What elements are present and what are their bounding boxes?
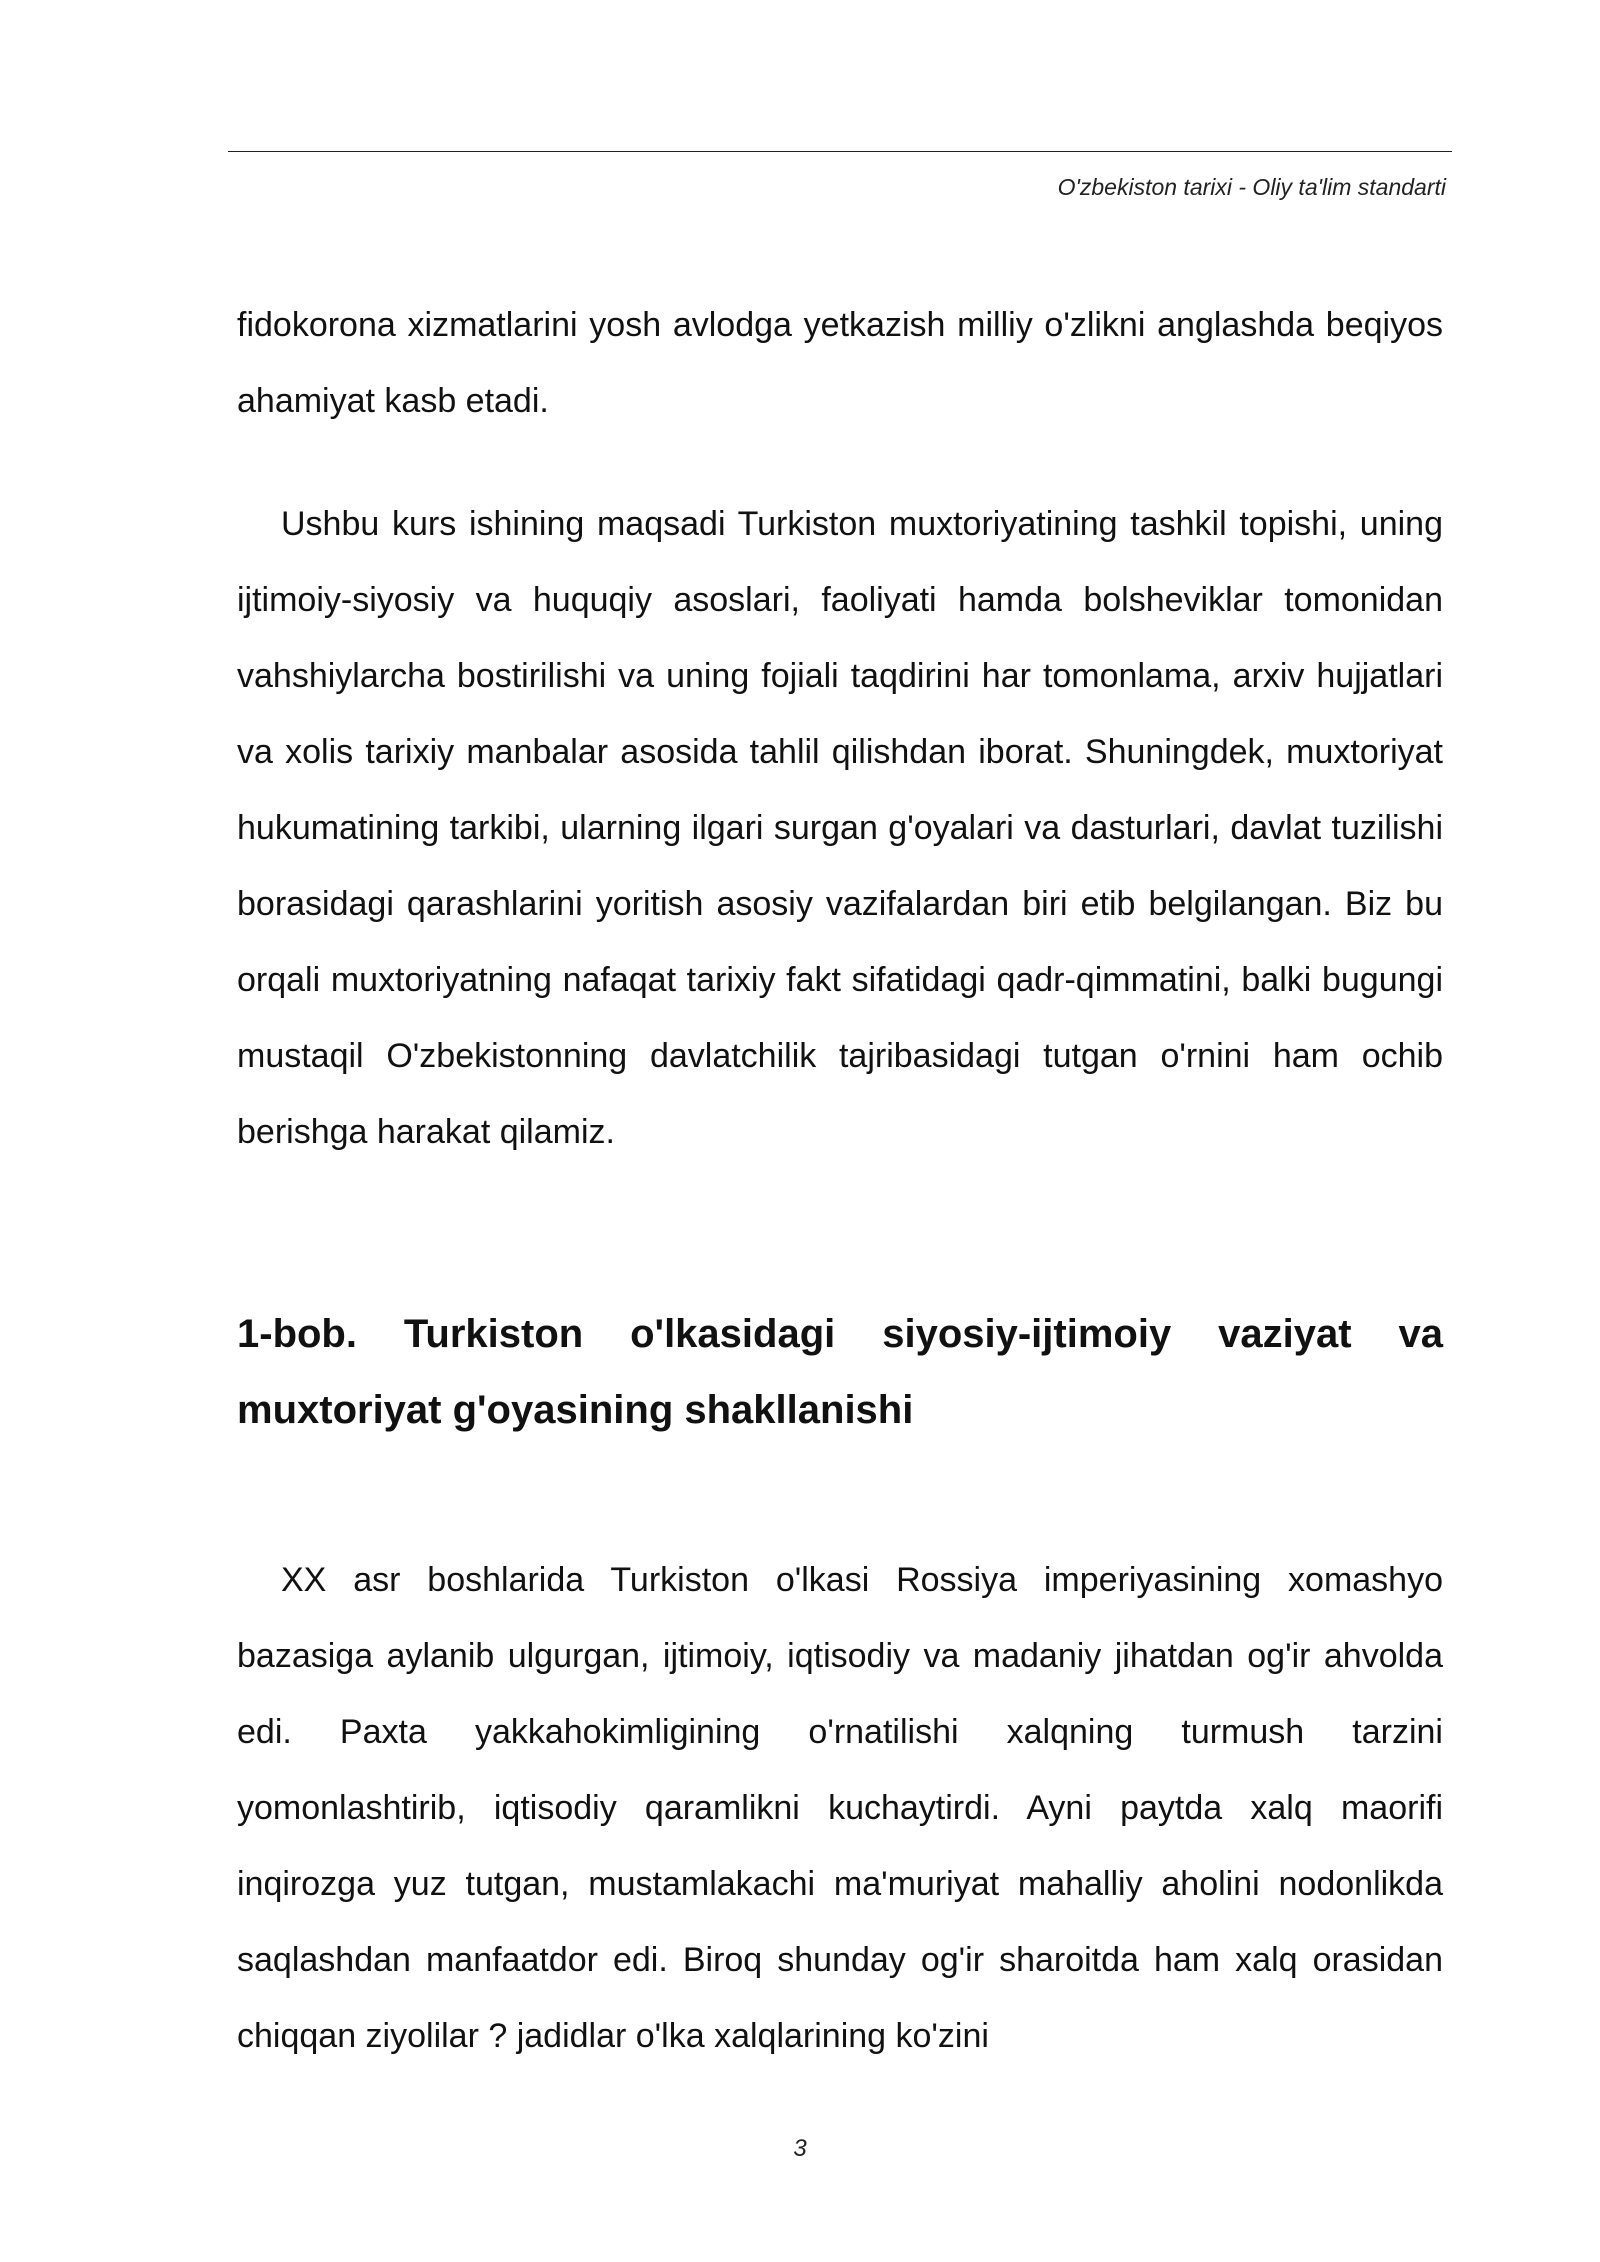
paragraph-chapter-intro: XX asr boshlarida Turkiston o'lkasi Rossiya imperiyasining xomashyo bazasiga aylanib ulgurgan, ijtimoiy, iqtisodiy va madaniy jihatdan og'ir ahvolda edi. Paxta yakkahokimligining o'rnatilishi xalqning turmush tarzini yomonlashtirib, iqtisodiy qaramlikni kuchaytirdi. Ayni paytda xalq maorifi inqirozga yuz tutgan, mustamlakachi ma'muriyat mahalliy aholini nodonlikda saqlashdan manfaatdor edi. Biroq shunday og'ir sharoitda ham xalq orasidan chiqqan ziyolilar ? jadidlar o'lka xalqlarining ko'zini <box>237 1561 1443 2055</box>
running-header: O'zbekiston tarixi - Oliy ta'lim standarti <box>1057 174 1446 200</box>
header-divider <box>228 151 1452 152</box>
paragraph-continuation: fidokorona xizmatlarini yosh avlodga yetkazish milliy o'zlikni anglashda beqiyos ahamiyat kasb etadi. <box>237 306 1443 420</box>
paragraph-course-aim: Ushbu kurs ishining maqsadi Turkiston muxtoriyatining tashkil topishi, uning ijtimoiy-siyosiy va huquqiy asoslari, faoliyati hamda bolsheviklar tomonidan vahshiylarcha bostirilishi va uning fojiali taqdirini har tomonlama, arxiv hujjatlari va xolis tarixiy manbalar asosida tahlil qilishdan iborat. Shuningdek, muxtoriyat hukumatining tarkibi, ularning ilgari surgan g'oyalari va dasturlari, davlat tuzilishi borasidagi qarashlarini yoritish asosiy vazifalardan biri etib belgilangan. Biz bu orqali muxtoriyatning nafaqat tarixiy fakt sifatidagi qadr-qimmatini, balki bugungi mustaqil O'zbekistonning davlatchilik tajribasidagi tutgan o'rnini ham ochib berishga harakat qilamiz. <box>237 505 1443 1151</box>
page-number: 3 <box>793 2135 807 2162</box>
chapter-heading: 1-bob. Turkiston o'lkasidagi siyosiy-ijtimoiy vaziyat va muxtoriyat g'oyasining shakllanishi <box>237 1312 1443 1432</box>
